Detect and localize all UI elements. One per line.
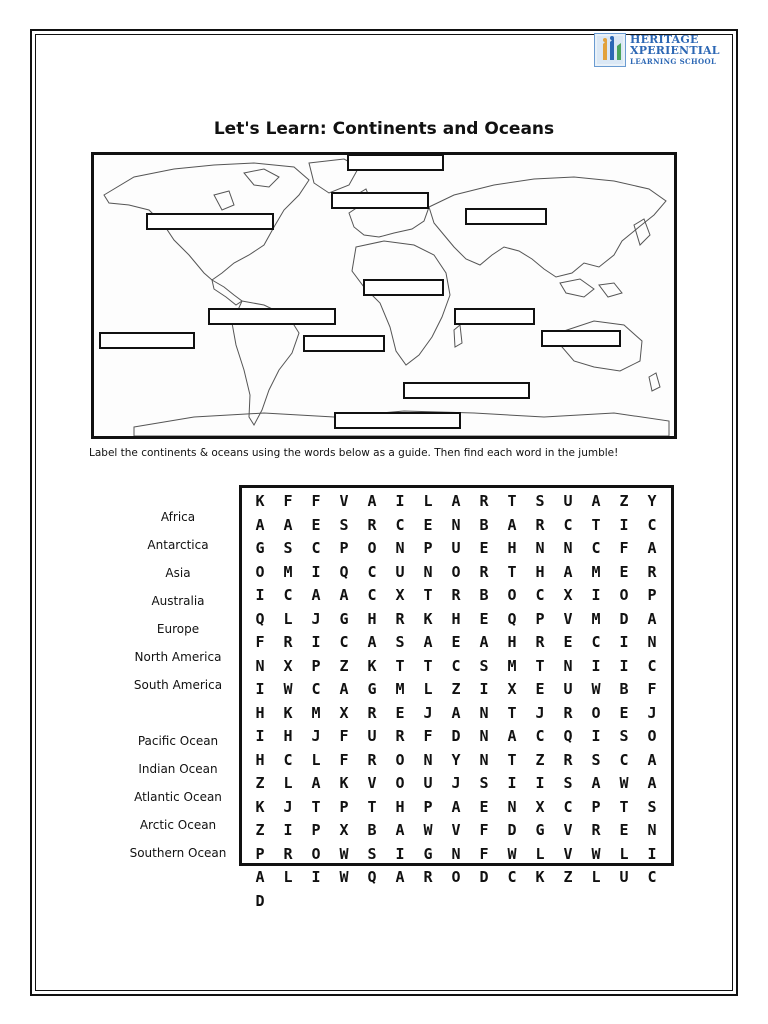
grid-letter[interactable]: C: [507, 868, 517, 886]
grid-letter[interactable]: R: [451, 586, 461, 604]
grid-letter[interactable]: N: [423, 562, 433, 581]
grid-letter[interactable]: P: [591, 797, 601, 816]
grid-letter[interactable]: J: [535, 703, 545, 722]
logo-line-3: LEARNING SCHOOL: [630, 57, 717, 66]
grid-letter[interactable]: A: [395, 821, 405, 839]
grid-letter[interactable]: S: [619, 727, 629, 745]
grid-letter[interactable]: I: [255, 586, 265, 604]
grid-letter[interactable]: W: [507, 844, 517, 863]
grid-letter[interactable]: H: [255, 703, 265, 722]
grid-letter[interactable]: A: [591, 774, 601, 792]
grid-letter[interactable]: N: [479, 727, 489, 745]
grid-letter[interactable]: P: [535, 609, 545, 628]
grid-letter[interactable]: T: [395, 656, 405, 675]
grid-letter[interactable]: D: [619, 609, 629, 628]
grid-letter[interactable]: S: [283, 539, 293, 557]
grid-letter[interactable]: N: [451, 844, 461, 863]
grid-letter[interactable]: D: [451, 727, 461, 745]
grid-letter[interactable]: E: [423, 515, 433, 534]
grid-letter[interactable]: N: [563, 539, 573, 557]
logo-text: [630, 34, 720, 67]
grid-letter[interactable]: N: [255, 656, 265, 675]
grid-letter[interactable]: I: [255, 727, 265, 745]
grid-letter[interactable]: M: [507, 656, 517, 675]
grid-letter[interactable]: P: [423, 539, 433, 557]
grid-letter[interactable]: C: [395, 515, 405, 534]
grid-letter[interactable]: R: [647, 562, 657, 581]
grid-letter[interactable]: I: [591, 727, 601, 745]
grid-letter[interactable]: J: [647, 703, 657, 722]
grid-letter[interactable]: C: [591, 539, 601, 557]
map-label-box-5[interactable]: [363, 279, 444, 296]
grid-letter[interactable]: P: [647, 586, 657, 604]
grid-letter[interactable]: R: [479, 562, 489, 581]
grid-letter[interactable]: T: [367, 797, 377, 816]
logo-line-2: XPERIENTIAL: [630, 44, 720, 57]
word-list-item: Africa: [160, 510, 196, 524]
grid-letter[interactable]: W: [619, 774, 629, 792]
grid-letter[interactable]: S: [591, 750, 601, 769]
grid-letter[interactable]: R: [563, 703, 573, 722]
grid-letter[interactable]: F: [479, 821, 489, 839]
grid-letter[interactable]: C: [367, 562, 377, 581]
grid-letter[interactable]: O: [311, 844, 321, 863]
grid-letter[interactable]: I: [395, 844, 405, 863]
map-label-box-1[interactable]: [347, 154, 444, 171]
grid-letter[interactable]: Q: [255, 609, 265, 628]
grid-letter[interactable]: A: [591, 492, 601, 510]
grid-letter[interactable]: T: [591, 515, 601, 534]
map-label-box-7[interactable]: [454, 308, 535, 325]
grid-letter[interactable]: G: [535, 821, 545, 839]
grid-letter[interactable]: O: [451, 562, 461, 581]
grid-letter[interactable]: P: [423, 797, 433, 816]
grid-letter[interactable]: X: [339, 821, 349, 839]
grid-letter[interactable]: I: [283, 821, 293, 839]
grid-letter[interactable]: E: [563, 633, 573, 651]
grid-letter[interactable]: I: [507, 774, 517, 792]
grid-letter[interactable]: W: [423, 821, 433, 839]
grid-letter[interactable]: D: [507, 821, 517, 839]
grid-letter[interactable]: F: [479, 844, 489, 863]
grid-letter[interactable]: A: [479, 633, 489, 651]
grid-letter[interactable]: M: [283, 562, 293, 581]
grid-letter[interactable]: X: [535, 797, 545, 816]
grid-letter[interactable]: N: [479, 750, 489, 769]
grid-letter[interactable]: U: [451, 539, 461, 557]
grid-letter[interactable]: F: [339, 727, 349, 745]
grid-letter[interactable]: X: [283, 656, 293, 675]
grid-letter[interactable]: C: [339, 633, 349, 651]
grid-letter[interactable]: P: [311, 656, 321, 675]
grid-letter[interactable]: M: [395, 680, 405, 698]
world-map: [91, 152, 677, 439]
grid-letter[interactable]: A: [311, 774, 321, 792]
grid-letter[interactable]: K: [339, 774, 349, 792]
word-search-grid: [239, 485, 674, 910]
grid-letter[interactable]: U: [563, 492, 573, 510]
grid-letter[interactable]: T: [311, 797, 321, 816]
grid-letter[interactable]: T: [423, 656, 433, 675]
grid-letter[interactable]: B: [479, 586, 489, 604]
grid-letter[interactable]: J: [283, 797, 293, 816]
word-list-item: Asia: [165, 566, 191, 580]
grid-letter[interactable]: U: [619, 868, 629, 886]
map-label-box-9[interactable]: [303, 335, 385, 352]
grid-letter[interactable]: R: [479, 492, 489, 510]
grid-letter[interactable]: N: [423, 750, 433, 769]
grid-letter[interactable]: V: [563, 844, 573, 863]
grid-letter[interactable]: E: [619, 562, 629, 581]
grid-letter[interactable]: Z: [255, 821, 265, 839]
grid-letter[interactable]: E: [479, 609, 489, 628]
grid-letter[interactable]: Q: [563, 727, 573, 745]
grid-letter[interactable]: G: [367, 680, 377, 698]
grid-letter[interactable]: L: [283, 774, 293, 792]
grid-letter[interactable]: R: [367, 703, 377, 722]
grid-letter[interactable]: C: [283, 750, 293, 769]
word-list-item: North America: [134, 650, 222, 664]
grid-letter[interactable]: V: [563, 821, 573, 839]
grid-letter[interactable]: R: [395, 609, 405, 628]
grid-letter[interactable]: Z: [451, 680, 461, 698]
grid-letter[interactable]: B: [479, 515, 489, 534]
grid-letter[interactable]: P: [311, 821, 321, 839]
grid-letter[interactable]: E: [451, 633, 461, 651]
grid-letter[interactable]: E: [479, 539, 489, 557]
grid-letter[interactable]: N: [479, 703, 489, 722]
worksheet-title: Let's Learn: Continents and Oceans: [213, 119, 555, 139]
grid-letter[interactable]: A: [367, 633, 377, 651]
grid-letter[interactable]: Q: [507, 609, 517, 628]
grid-letter[interactable]: L: [283, 868, 293, 886]
grid-letter[interactable]: A: [339, 680, 349, 698]
grid-letter[interactable]: R: [367, 750, 377, 769]
letter-grid: [246, 490, 666, 913]
grid-letter[interactable]: T: [423, 586, 433, 604]
grid-letter[interactable]: S: [563, 774, 573, 792]
grid-letter[interactable]: I: [395, 492, 405, 510]
grid-letter[interactable]: A: [451, 492, 461, 510]
grid-letter[interactable]: G: [255, 539, 265, 557]
instructions-text: Label the continents & oceans using the words below as a guide. Then find each word in the jumble!: [89, 447, 619, 459]
grid-letter[interactable]: A: [395, 868, 405, 886]
map-label-box-11[interactable]: [403, 382, 530, 399]
grid-letter[interactable]: A: [507, 515, 517, 534]
logo-line-1: HERITAGE: [630, 33, 699, 46]
grid-letter[interactable]: S: [479, 774, 489, 792]
grid-letter[interactable]: C: [311, 680, 321, 698]
grid-letter[interactable]: R: [283, 844, 293, 863]
grid-letter[interactable]: F: [619, 539, 629, 557]
grid-letter[interactable]: O: [619, 586, 629, 604]
grid-letter[interactable]: K: [367, 656, 377, 675]
grid-letter[interactable]: X: [395, 586, 405, 604]
word-list-item: Australia: [151, 594, 205, 608]
grid-letter[interactable]: P: [339, 797, 349, 816]
map-label-box-3[interactable]: [146, 213, 274, 230]
word-list-item: Southern Ocean: [129, 846, 227, 860]
grid-letter[interactable]: B: [367, 821, 377, 839]
grid-letter[interactable]: N: [507, 797, 517, 816]
grid-letter[interactable]: F: [255, 633, 265, 651]
grid-letter[interactable]: L: [423, 680, 433, 698]
grid-letter[interactable]: S: [395, 633, 405, 651]
grid-letter[interactable]: K: [535, 868, 545, 886]
grid-letter[interactable]: I: [591, 656, 601, 675]
grid-letter[interactable]: J: [311, 609, 321, 628]
grid-letter[interactable]: C: [647, 515, 657, 534]
grid-letter[interactable]: J: [451, 774, 461, 792]
grid-letter[interactable]: A: [255, 515, 265, 534]
grid-letter[interactable]: N: [451, 515, 461, 534]
grid-letter[interactable]: H: [507, 539, 517, 557]
grid-letter[interactable]: T: [507, 750, 517, 769]
grid-letter[interactable]: H: [507, 633, 517, 651]
grid-letter[interactable]: C: [647, 656, 657, 675]
school-logo: [594, 33, 734, 70]
grid-letter[interactable]: N: [563, 656, 573, 675]
grid-letter[interactable]: E: [619, 821, 629, 839]
grid-letter[interactable]: L: [619, 844, 629, 863]
grid-letter[interactable]: E: [395, 703, 405, 722]
grid-letter[interactable]: O: [591, 703, 601, 722]
grid-letter[interactable]: R: [535, 515, 545, 534]
grid-letter[interactable]: K: [283, 703, 293, 722]
word-list-item: Atlantic Ocean: [134, 790, 222, 804]
grid-letter[interactable]: I: [311, 562, 321, 581]
grid-letter[interactable]: F: [423, 727, 433, 745]
grid-letter[interactable]: V: [367, 774, 377, 792]
grid-letter[interactable]: L: [283, 609, 293, 628]
grid-letter[interactable]: C: [451, 656, 461, 675]
grid-letter[interactable]: W: [591, 680, 601, 698]
grid-letter[interactable]: O: [647, 727, 657, 745]
grid-letter[interactable]: M: [591, 609, 601, 628]
grid-letter[interactable]: X: [507, 680, 517, 698]
grid-letter[interactable]: Z: [255, 774, 265, 792]
grid-letter[interactable]: A: [423, 633, 433, 651]
grid-letter[interactable]: T: [507, 562, 517, 581]
map-label-box-12[interactable]: [334, 412, 461, 429]
grid-letter[interactable]: V: [339, 492, 349, 510]
grid-letter[interactable]: F: [311, 492, 321, 510]
grid-letter[interactable]: S: [339, 515, 349, 534]
grid-letter[interactable]: T: [507, 703, 517, 722]
grid-letter[interactable]: L: [591, 868, 601, 886]
grid-letter[interactable]: H: [283, 727, 293, 745]
grid-letter[interactable]: C: [311, 539, 321, 557]
grid-letter[interactable]: O: [367, 539, 377, 557]
grid-letter[interactable]: R: [283, 633, 293, 651]
grid-letter[interactable]: H: [255, 750, 265, 769]
grid-letter[interactable]: I: [311, 633, 321, 651]
grid-letter[interactable]: U: [395, 562, 405, 581]
grid-letter[interactable]: H: [367, 609, 377, 628]
grid-letter[interactable]: N: [647, 633, 657, 651]
grid-letter[interactable]: I: [535, 774, 545, 792]
grid-letter[interactable]: A: [647, 609, 657, 628]
word-list-item: Pacific Ocean: [137, 734, 219, 748]
grid-letter[interactable]: H: [451, 609, 461, 628]
grid-letter[interactable]: H: [535, 562, 545, 581]
grid-letter[interactable]: Y: [451, 750, 461, 769]
grid-letter[interactable]: R: [423, 868, 433, 886]
grid-letter[interactable]: A: [451, 797, 461, 816]
grid-letter[interactable]: K: [423, 609, 433, 628]
grid-letter[interactable]: A: [451, 703, 461, 722]
grid-letter[interactable]: F: [339, 750, 349, 769]
grid-letter[interactable]: A: [647, 539, 657, 557]
grid-letter[interactable]: H: [395, 797, 405, 816]
grid-letter[interactable]: T: [535, 656, 545, 675]
grid-letter[interactable]: G: [339, 609, 349, 628]
word-list-item: South America: [133, 678, 223, 692]
grid-letter[interactable]: A: [255, 868, 265, 886]
grid-letter[interactable]: A: [283, 515, 293, 534]
grid-letter[interactable]: W: [339, 868, 349, 886]
grid-letter[interactable]: W: [591, 844, 601, 863]
grid-letter[interactable]: A: [339, 586, 349, 604]
logo-emblem-icon: [594, 33, 626, 67]
grid-letter[interactable]: U: [423, 774, 433, 792]
grid-letter[interactable]: Y: [647, 492, 657, 510]
grid-letter[interactable]: Q: [339, 562, 349, 581]
grid-letter[interactable]: S: [479, 656, 489, 675]
grid-letter[interactable]: A: [507, 727, 517, 745]
grid-letter[interactable]: L: [311, 750, 321, 769]
grid-letter[interactable]: U: [367, 727, 377, 745]
grid-letter[interactable]: U: [563, 680, 573, 698]
grid-letter[interactable]: K: [255, 797, 265, 816]
map-label-box-2[interactable]: [331, 192, 429, 209]
grid-letter[interactable]: L: [423, 492, 433, 510]
grid-letter[interactable]: F: [283, 492, 293, 510]
grid-letter[interactable]: N: [535, 539, 545, 557]
grid-letter[interactable]: F: [647, 680, 657, 698]
grid-letter[interactable]: B: [619, 680, 629, 698]
grid-letter[interactable]: C: [535, 586, 545, 604]
grid-letter[interactable]: D: [255, 891, 265, 910]
grid-letter[interactable]: D: [479, 868, 489, 886]
grid-letter[interactable]: A: [647, 750, 657, 769]
grid-letter[interactable]: G: [423, 844, 433, 863]
grid-letter[interactable]: Q: [367, 868, 377, 886]
grid-letter[interactable]: O: [507, 586, 517, 604]
grid-letter[interactable]: K: [255, 492, 265, 510]
map-label-box-8[interactable]: [99, 332, 195, 349]
grid-letter[interactable]: J: [423, 703, 433, 722]
grid-letter[interactable]: R: [535, 633, 545, 651]
word-list-item: Arctic Ocean: [139, 818, 217, 832]
grid-letter[interactable]: T: [507, 492, 517, 510]
grid-letter[interactable]: Z: [563, 868, 573, 886]
grid-letter[interactable]: O: [395, 750, 405, 769]
grid-letter[interactable]: I: [619, 633, 629, 651]
grid-letter[interactable]: V: [451, 821, 461, 839]
grid-letter[interactable]: W: [339, 844, 349, 863]
grid-letter[interactable]: W: [283, 680, 293, 698]
grid-letter[interactable]: A: [563, 562, 573, 581]
grid-letter[interactable]: A: [367, 492, 377, 510]
grid-letter[interactable]: S: [535, 492, 545, 510]
grid-letter[interactable]: Z: [619, 492, 629, 510]
grid-letter[interactable]: E: [619, 703, 629, 722]
grid-letter[interactable]: M: [591, 562, 601, 581]
grid-letter[interactable]: I: [311, 868, 321, 886]
grid-letter[interactable]: N: [647, 821, 657, 839]
grid-letter[interactable]: C: [367, 586, 377, 604]
word-list-item: Antarctica: [147, 538, 209, 552]
grid-letter[interactable]: O: [395, 774, 405, 792]
grid-letter[interactable]: R: [367, 515, 377, 534]
grid-letter[interactable]: Z: [535, 750, 545, 769]
grid-letter[interactable]: X: [339, 703, 349, 722]
grid-letter[interactable]: C: [563, 797, 573, 816]
grid-letter[interactable]: C: [283, 586, 293, 604]
grid-letter[interactable]: E: [311, 515, 321, 534]
grid-letter[interactable]: I: [255, 680, 265, 698]
grid-letter[interactable]: C: [591, 633, 601, 651]
grid-letter[interactable]: S: [647, 797, 657, 816]
word-list-item: Europe: [156, 622, 200, 636]
grid-letter[interactable]: P: [339, 539, 349, 557]
map-label-box-4[interactable]: [465, 208, 547, 225]
grid-letter[interactable]: S: [367, 844, 377, 863]
map-label-box-6[interactable]: [208, 308, 336, 325]
grid-letter[interactable]: T: [619, 797, 629, 816]
grid-letter[interactable]: X: [563, 586, 573, 604]
grid-letter[interactable]: A: [647, 774, 657, 792]
grid-letter[interactable]: I: [591, 586, 601, 604]
grid-letter[interactable]: R: [563, 750, 573, 769]
grid-letter[interactable]: R: [591, 821, 601, 839]
grid-letter[interactable]: C: [563, 515, 573, 534]
word-list-item: Indian Ocean: [138, 762, 218, 776]
grid-letter[interactable]: M: [311, 703, 321, 722]
grid-letter[interactable]: C: [535, 727, 545, 745]
grid-letter[interactable]: L: [535, 844, 545, 863]
grid-letter[interactable]: O: [255, 562, 265, 581]
grid-letter[interactable]: I: [619, 656, 629, 675]
grid-letter[interactable]: O: [451, 868, 461, 886]
grid-letter[interactable]: N: [395, 539, 405, 557]
grid-letter[interactable]: I: [479, 680, 489, 698]
map-label-box-10[interactable]: [541, 330, 621, 347]
grid-letter[interactable]: R: [395, 727, 405, 745]
grid-letter[interactable]: I: [619, 515, 629, 534]
grid-letter[interactable]: Z: [339, 656, 349, 675]
grid-letter[interactable]: J: [311, 727, 321, 745]
grid-letter[interactable]: I: [647, 844, 657, 863]
grid-letter[interactable]: A: [311, 586, 321, 604]
grid-letter[interactable]: E: [479, 797, 489, 816]
grid-letter[interactable]: V: [563, 609, 573, 628]
grid-letter[interactable]: E: [535, 680, 545, 698]
grid-letter[interactable]: P: [255, 844, 265, 863]
grid-letter[interactable]: C: [647, 868, 657, 886]
grid-letter[interactable]: C: [619, 750, 629, 769]
